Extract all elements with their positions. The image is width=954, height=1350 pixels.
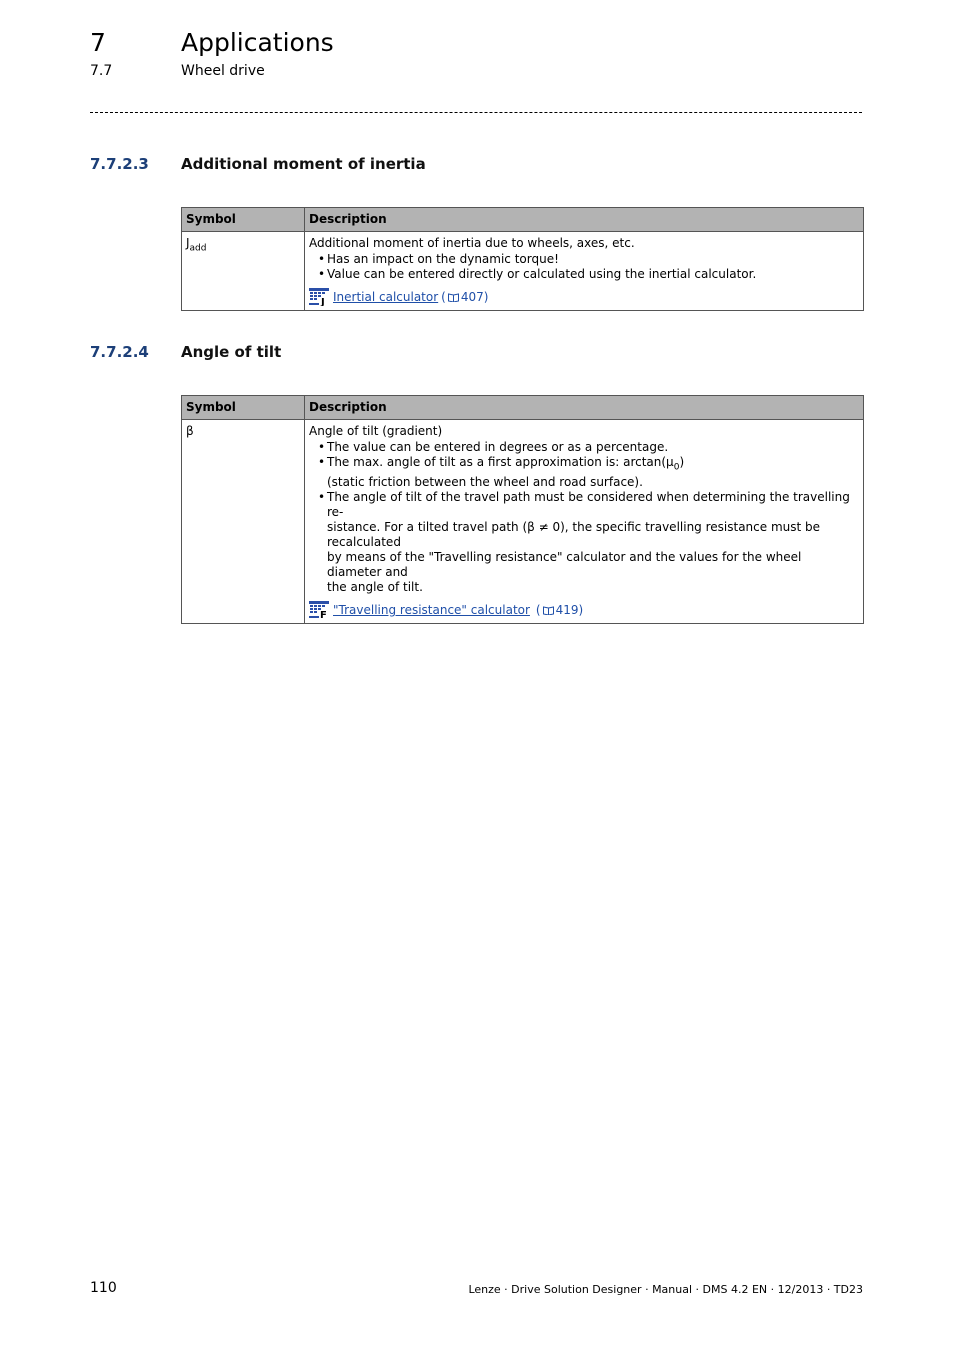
bullet-text-end: ): [679, 455, 685, 469]
symbol-cell: [182, 420, 305, 624]
description-cell: [305, 232, 864, 311]
heading-number-inertia: 7.7.2.3: [90, 155, 149, 173]
list-item: • The value can be entered in degrees or as a percentage.: [327, 440, 859, 455]
description-lead: Angle of tilt (gradient): [309, 424, 443, 438]
bullet-text: The max. angle of tilt as a first approximation is: arctan(μ: [327, 455, 674, 469]
list-item: • Value can be entered directly or calculated using the inertial calculator.: [327, 267, 859, 282]
section-title: Wheel drive: [181, 63, 265, 79]
force-calculator-icon: [309, 601, 329, 619]
column-header-description: Description: [305, 208, 864, 232]
symbol-main: β: [186, 424, 194, 438]
bullet-line: sistance. For a tilted travel path (β ≠ 0), the specific travelling resistance must be recalculated: [327, 520, 821, 550]
inertial-calculator-link[interactable]: Inertial calculator: [333, 289, 439, 304]
description-lead: Additional moment of inertia due to wheels, axes, etc.: [309, 236, 635, 250]
symbol-subscript: add: [189, 243, 207, 254]
list-item: [327, 455, 859, 490]
bullet-list: [309, 252, 859, 282]
bullet-line: by means of the "Travelling resistance" calculator and the values for the wheel diameter and: [327, 550, 802, 580]
inertia-table: [181, 207, 864, 311]
heading-title-inertia: Additional moment of inertia: [181, 155, 426, 173]
description-cell: [305, 420, 864, 624]
ref-page: 407): [460, 289, 489, 304]
chapter-title: Applications: [181, 28, 334, 57]
symbol-cell: [182, 232, 305, 311]
list-item: [327, 490, 859, 595]
travelling-resistance-calculator-link[interactable]: "Travelling resistance" calculator: [333, 602, 530, 617]
link-row: [309, 601, 859, 619]
tilt-table: [181, 395, 864, 624]
table-row: [182, 420, 864, 624]
page-reference[interactable]: [441, 290, 488, 305]
book-icon: [448, 293, 459, 302]
bullet-continuation: (static friction between the wheel and road surface).: [327, 475, 643, 490]
column-header-symbol: Symbol: [182, 396, 305, 420]
heading-number-tilt: 7.7.2.4: [90, 343, 149, 361]
page-reference[interactable]: [536, 603, 583, 618]
document-info: Lenze · Drive Solution Designer · Manual · DMS 4.2 EN · 12/2013 · TD23: [468, 1283, 863, 1296]
ref-open: (: [535, 602, 541, 617]
page-number: 110: [90, 1280, 117, 1296]
ref-page: 419): [555, 602, 584, 617]
link-row: [309, 288, 859, 306]
bullet-line: the angle of tilt.: [327, 580, 423, 595]
section-number: 7.7: [90, 63, 113, 79]
column-header-description: Description: [305, 396, 864, 420]
svg-text:F: F: [320, 610, 327, 620]
table-row: [182, 232, 864, 311]
chapter-number: 7: [90, 28, 106, 57]
symbol-main: J: [186, 236, 190, 250]
header-divider: [90, 112, 862, 113]
column-header-symbol: Symbol: [182, 208, 305, 232]
ref-open: (: [441, 289, 446, 304]
svg-text:J: J: [321, 297, 325, 306]
inertia-calculator-icon: [309, 288, 329, 306]
heading-title-tilt: Angle of tilt: [181, 343, 282, 361]
list-item: • Has an impact on the dynamic torque!: [327, 252, 859, 267]
book-icon: [543, 606, 554, 615]
bullet-subscript: 0: [673, 462, 680, 473]
bullet-list: [309, 440, 859, 595]
bullet-line: The angle of tilt of the travel path must be considered when determining the travelling re-: [327, 490, 850, 520]
